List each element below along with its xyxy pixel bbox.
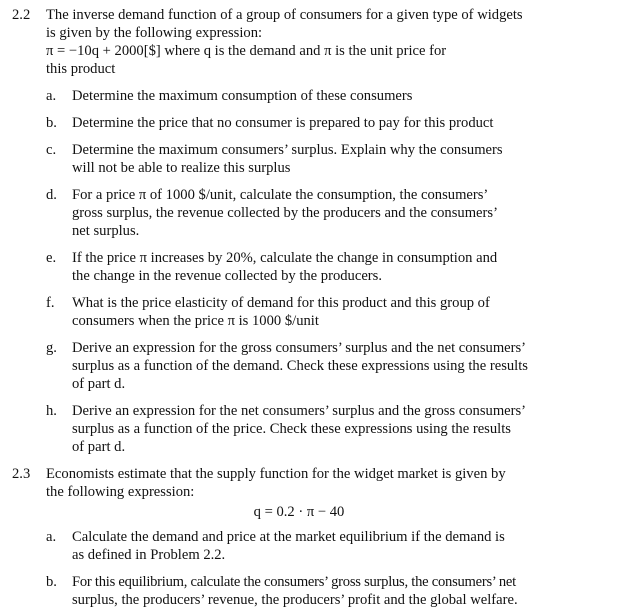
item-line: For a price π of 1000 $/unit, calculate the consumption, the consumers’ bbox=[72, 187, 489, 203]
question-item bbox=[46, 141, 550, 177]
item-line: of part d. bbox=[72, 439, 126, 455]
item-line: as defined in Problem 2.2. bbox=[72, 547, 226, 563]
problem-statement bbox=[46, 6, 552, 78]
item-line: Derive an expression for the gross consumers’ surplus and the net consumers’ bbox=[72, 340, 527, 356]
item-line: What is the price elasticity of demand for this product and this group of bbox=[72, 295, 490, 311]
statement-line: the following expression: bbox=[46, 484, 195, 500]
question-item bbox=[46, 339, 550, 393]
item-text bbox=[72, 528, 550, 564]
item-line: Calculate the demand and price at the market equilibrium if the demand is bbox=[72, 529, 505, 545]
question-item bbox=[46, 249, 550, 285]
item-label: g. bbox=[46, 340, 57, 356]
statement-line: this product bbox=[46, 61, 116, 77]
item-text bbox=[72, 114, 550, 132]
item-line: gross surplus, the revenue collected by the producers and the consumers’ bbox=[72, 205, 498, 221]
question-item bbox=[46, 294, 550, 330]
item-line: Derive an expression for the net consumers’ surplus and the gross consumers’ bbox=[72, 403, 527, 419]
item-text bbox=[72, 186, 550, 240]
item-label: a. bbox=[46, 88, 57, 104]
item-label: b. bbox=[46, 115, 57, 131]
problem-statement bbox=[46, 465, 552, 521]
item-label: e. bbox=[46, 250, 57, 266]
item-label: c. bbox=[46, 142, 57, 158]
question-item bbox=[46, 573, 550, 609]
item-text bbox=[72, 294, 550, 330]
item-line: surplus as a function of the price. Check these expressions using the results bbox=[72, 421, 511, 437]
statement-line: Economists estimate that the supply function for the widget market is given by bbox=[46, 466, 506, 482]
question-item bbox=[46, 528, 550, 564]
problem-number: 2.3 bbox=[12, 466, 31, 482]
question-item bbox=[46, 186, 550, 240]
item-text bbox=[72, 87, 550, 105]
item-text bbox=[72, 249, 550, 285]
item-label: a. bbox=[46, 529, 57, 545]
item-line: will not be able to realize this surplus bbox=[72, 160, 291, 176]
question-item bbox=[46, 87, 550, 105]
item-line: Determine the price that no consumer is prepared to pay for this product bbox=[72, 115, 494, 131]
statement-line: The inverse demand function of a group of consumers for a given type of widgets bbox=[46, 7, 523, 23]
item-text bbox=[72, 141, 550, 177]
statement-line: is given by the following expression: bbox=[46, 25, 263, 41]
problem-2-2 bbox=[12, 6, 552, 78]
question-item bbox=[46, 114, 550, 132]
item-label: h. bbox=[46, 403, 57, 419]
item-line: surplus as a function of the demand. Check these expressions using the results bbox=[72, 358, 528, 374]
supply-formula: q = 0.2 · π − 40 bbox=[253, 504, 345, 520]
item-line: If the price π increases by 20%, calculate the change in consumption and bbox=[72, 250, 498, 266]
item-label: b. bbox=[46, 574, 57, 590]
item-line: of part d. bbox=[72, 376, 126, 392]
statement-line: π = −10q + 2000[$] where q is the demand and π is the unit price for bbox=[46, 43, 447, 59]
item-line: Determine the maximum consumption of these consumers bbox=[72, 88, 413, 104]
item-label: d. bbox=[46, 187, 57, 203]
question-item bbox=[46, 402, 550, 456]
item-line: Determine the maximum consumers’ surplus. Explain why the consumers bbox=[72, 142, 503, 158]
problem-2-3 bbox=[12, 465, 552, 521]
item-text bbox=[72, 402, 550, 456]
item-text bbox=[72, 339, 550, 393]
item-line: the change in the revenue collected by the producers. bbox=[72, 268, 382, 284]
item-line: net surplus. bbox=[72, 223, 140, 239]
problem-number: 2.2 bbox=[12, 7, 31, 23]
item-line: surplus, the producers’ revenue, the producers’ profit and the global welfare. bbox=[72, 592, 518, 608]
item-line: For this equilibrium, calculate the consumers’ gross surplus, the consumers’ net bbox=[72, 574, 516, 590]
item-label: f. bbox=[46, 295, 55, 311]
item-text bbox=[72, 573, 550, 609]
item-line: consumers when the price π is 1000 $/unit bbox=[72, 313, 319, 329]
